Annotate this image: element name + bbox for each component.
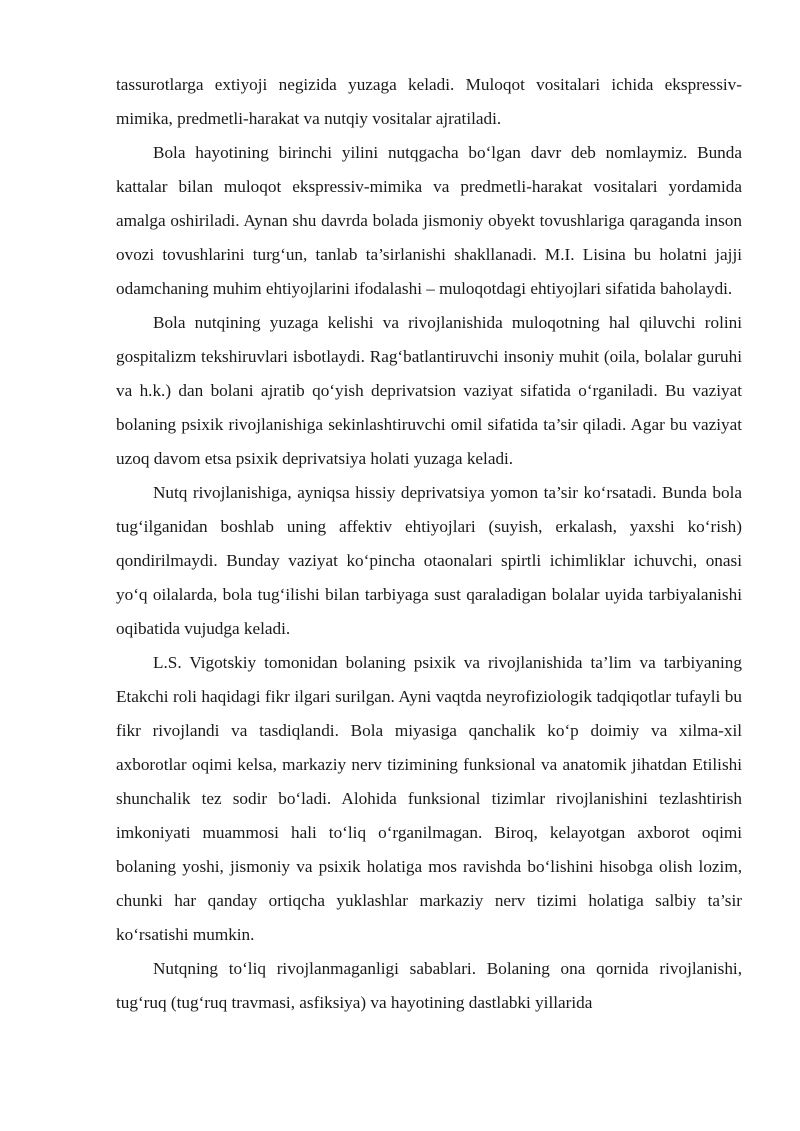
- paragraph-continuation: tassurotlarga extiyoji negizida yuzaga keladi. Muloqot vositalari ichida ekspressiv-mimika, predmetli-harakat va nutqiy vositalar ajratiladi.: [116, 75, 742, 128]
- paragraph-vigotskiy: L.S. Vigotskiy tomonidan bolaning psixik va rivojlanishida ta’lim va tarbiyaning Etakchi roli haqidagi fikr ilgari surilgan. Ayni vaqtda neyrofiziologik tadqiqotlar tufayli bu fikr rivojlandi va tasdiqlandi. Bola miyasiga qanchalik ko‘p doimiy va xilma-xil axborotlar oqimi kelsa, markaziy nerv tizimining funksional va anatomik jihatdan Etilishi shunchalik tez sodir bo‘ladi. Alohida funksional tizimlar rivojlanishini tezlashtirish imkoniyati muammosi hali to‘liq o‘rganilmagan. Biroq, kelayotgan axborot oqimi bolaning yoshi, jismoniy va psixik holatiga mos ravishda bo‘lishini hisobga olish lozim, chunki har qanday ortiqcha yuklashlar markaziy nerv tizimi holatiga salbiy ta’sir ko‘rsatishi mumkin.: [116, 653, 742, 944]
- paragraph-deprivation: Nutq rivojlanishiga, ayniqsa hissiy deprivatsiya yomon ta’sir ko‘rsatadi. Bunda bola tug‘ilganidan boshlab uning affektiv ehtiyojlari (suyish, erkalash, yaxshi ko‘rish) qondirilmaydi. Bunday vaziyat ko‘pincha otaonalari spirtli ichimliklar ichuvchi, onasi yo‘q oilalarda, bola tug‘ilishi bilan tarbiyaga sust qaraladigan bolalar uyida tarbiyalanishi oqibatida vujudga keladi.: [116, 483, 742, 638]
- document-page: [116, 68, 742, 1020]
- paragraph-causes: Nutqning to‘liq rivojlanmaganligi sabablari. Bolaning ona qornida rivojlanishi, tug‘ruq (tug‘ruq travmasi, asfiksiya) va hayotining dastlabki yillarida: [116, 959, 742, 1012]
- paragraph-first-year: Bola hayotining birinchi yilini nutqgacha bo‘lgan davr deb nomlaymiz. Bunda kattalar bilan muloqot ekspressiv-mimika va predmetli-harakat vositalari yordamida amalga oshiriladi. Aynan shu davrda bolada jismoniy obyekt tovushlariga qaraganda inson ovozi tovushlarini turg‘un, tanlab ta’sirlanishi shakllanadi. M.I. Lisina bu holatni jajji odamchaning muhim ehtiyojlarini ifodalashi – muloqotdagi ehtiyojlari sifatida baholaydi.: [116, 143, 742, 298]
- paragraph-hospitalism: Bola nutqining yuzaga kelishi va rivojlanishida muloqotning hal qiluvchi rolini gospitalizm tekshiruvlari isbotlaydi. Rag‘batlantiruvchi insoniy muhit (oila, bolalar guruhi va h.k.) dan bolani ajratib qo‘yish deprivatsion vaziyat sifatida o‘rganiladi. Bu vaziyat bolaning psixik rivojlanishiga sekinlashtiruvchi omil sifatida ta’sir qiladi. Agar bu vaziyat uzoq davom etsa psixik deprivatsiya holati yuzaga keladi.: [116, 313, 742, 468]
